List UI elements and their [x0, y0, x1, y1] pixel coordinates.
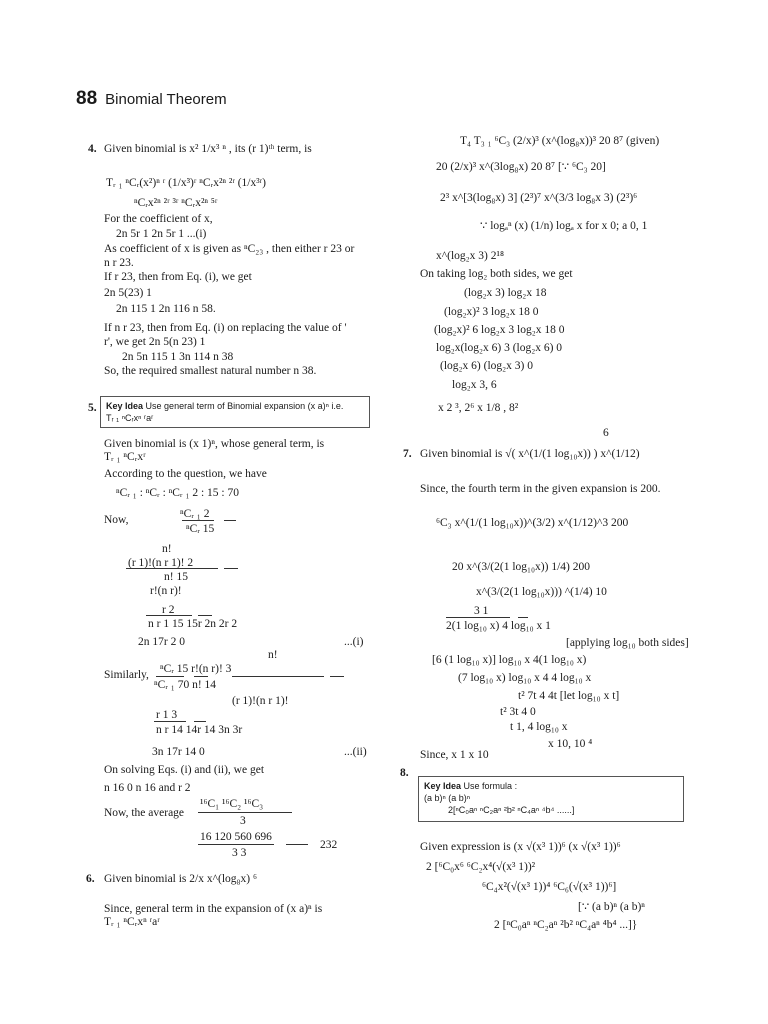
text-line: ⁿCᵣ ₁ 70 n! 14 [154, 679, 217, 691]
text-line: log₂x 3, 6 [452, 379, 497, 391]
text-line: ¹⁶C₁ ¹⁶C₂ ¹⁶C₃ [200, 798, 264, 810]
chapter-title: Binomial Theorem [105, 91, 227, 108]
text-line: r', we get 2n 5(n 23) 1 [104, 336, 206, 348]
fraction-bar [232, 676, 324, 677]
text-line: 3 1 [474, 605, 489, 617]
fraction-bar [154, 721, 186, 722]
text-line: According to the question, we have [104, 468, 267, 480]
text-line: Now, the average [104, 807, 185, 819]
text-line: r!(n r)! [150, 585, 182, 597]
fraction-bar [518, 617, 528, 618]
text-line: (r 1)!(n r 1)! [232, 695, 289, 707]
text-line: 3 [240, 815, 246, 827]
text-line: t² 3t 4 0 [500, 706, 536, 718]
text-line: n r 1 15 15r 2n 2r 2 [148, 618, 238, 630]
key-idea-formula-2: 2[ⁿC₀aⁿ ⁿC₂aⁿ ²b² ⁿC₄aⁿ ⁴b⁴ ......] [448, 805, 575, 815]
text-line: ...(i) [344, 636, 364, 648]
key-idea-box-8 [418, 776, 684, 822]
question-number: 8. [400, 767, 409, 779]
text-line: ⁿCᵣ 15 [186, 523, 215, 535]
text-line: Tᵣ ₁ ⁿCᵣxʳ [104, 451, 146, 463]
text-line: 6 [603, 427, 609, 439]
text-line: Given binomial is x² 1/x³ ⁿ , its (r 1)ᵗʰ term, is [104, 143, 312, 155]
text-line: Since, general term in the expansion of (x a)ⁿ is [104, 903, 323, 915]
text-line: [∵ (a b)ⁿ (a b)ⁿ [578, 901, 645, 913]
text-line: Given binomial is √( x^(1/(1 log₁₀x)) ) x^(1/12) [420, 448, 640, 460]
text-line: As coefficient of x is given as ⁿC₂₃ , then either r 23 or [104, 243, 355, 255]
page-header [76, 88, 227, 114]
question-number: 5. [88, 402, 97, 414]
text-line: log₂x(log₂x 6) 3 (log₂x 6) 0 [436, 342, 563, 354]
fraction-bar [198, 615, 212, 616]
text-line: Tᵣ ₁ ⁿCᵣ(x²)ⁿ ʳ (1/x³)ʳ ⁿCᵣx²ⁿ ²ʳ (1/x³ʳ) [106, 177, 267, 189]
text-line: Since, x 1 x 10 [420, 749, 489, 761]
text-line: For the coefficient of x, [104, 213, 213, 225]
text-line: 2n 5(23) 1 [104, 287, 152, 299]
text-line: ⁶C₃ x^(1/(1 log₁₀x))^(3/2) x^(1/12)^3 200 [436, 517, 629, 529]
text-line: 20 (2/x)³ x^(3log₈x) 20 8⁷ [∵ ⁶C₃ 20] [436, 161, 606, 173]
fraction-bar [194, 676, 208, 677]
text-line: T₄ T₃ ₁ ⁶C₃ (2/x)³ (x^(log₈x))³ 20 8⁷ (given) [460, 135, 660, 147]
text-line: 2n 115 1 2n 116 n 58. [116, 303, 216, 315]
text-line: Given binomial is (x 1)ⁿ, whose general term, is [104, 438, 325, 450]
key-idea-formula: Tᵣ ₁ ⁿCᵣxⁿ ʳaʳ [106, 413, 154, 423]
text-line: Given binomial is 2/x x^(log₈x) ⁶ [104, 873, 257, 885]
text-line: 3 3 [232, 847, 247, 859]
question-number: 4. [88, 143, 97, 155]
text-line: Tᵣ ₁ ⁿCᵣxⁿ ʳaʳ [104, 916, 160, 928]
text-line: 2(1 log₁₀ x) 4 log₁₀ x 1 [446, 620, 551, 632]
text-line: n r 23. [104, 257, 134, 269]
text-line: Now, [104, 514, 129, 526]
text-line: 2n 5r 1 2n 5r 1 ...(i) [116, 228, 207, 240]
text-line: 2 [⁶C₀x⁶ ⁶C₂x⁴(√(x³ 1))² [426, 861, 536, 873]
text-line: x 10, 10 ⁴ [548, 738, 593, 750]
question-number: 6. [86, 873, 95, 885]
fraction-bar [146, 615, 192, 616]
text-line: [6 (1 log₁₀ x)] log₁₀ x 4(1 log₁₀ x) [432, 654, 587, 666]
text-line: x 2 ³, 2⁶ x 1/8 , 8² [438, 402, 519, 414]
key-idea-label: Key Idea [106, 401, 144, 411]
fraction-bar [224, 520, 236, 521]
fraction-bar [286, 844, 308, 845]
text-line: Given expression is (x √(x³ 1))⁶ (x √(x³ 1))⁶ [420, 841, 621, 853]
fraction-bar [126, 568, 218, 569]
fraction-bar [194, 721, 206, 722]
text-line: t 1, 4 log₁₀ x [510, 721, 568, 733]
key-idea-text: Use general term of Binomial expansion (x a)ⁿ i.e. [145, 401, 344, 411]
key-idea-box-5 [100, 396, 370, 428]
text-line: Similarly, [104, 669, 149, 681]
fraction-bar [198, 812, 292, 813]
text-line: n r 14 14r 14 3n 3r [156, 724, 243, 736]
text-line: t² 7t 4 4t [let log₁₀ x t] [518, 690, 620, 702]
text-line: 2n 5n 115 1 3n 114 n 38 [122, 351, 234, 363]
text-line: n! [268, 649, 278, 661]
text-line: ⁿCᵣ ₁ : ⁿCᵣ : ⁿCᵣ ₁ 2 : 15 : 70 [116, 487, 239, 499]
text-line: 232 [320, 839, 338, 851]
text-line: r 2 [162, 604, 175, 616]
text-line: On solving Eqs. (i) and (ii), we get [104, 764, 265, 776]
text-line: ⁿCᵣx²ⁿ ²ʳ ³ʳ ⁿCᵣx²ⁿ ⁵ʳ [134, 197, 218, 209]
fraction-bar [182, 520, 214, 521]
text-line: ...(ii) [344, 746, 367, 758]
text-line: 2n 17r 2 0 [138, 636, 185, 648]
text-line: (log₂x)² 6 log₂x 3 log₂x 18 0 [434, 324, 565, 336]
key-idea-label: Key Idea [424, 781, 462, 791]
text-line: ⁶C₄x²(√(x³ 1))⁴ ⁶C₆(√(x³ 1))⁶] [482, 881, 617, 893]
text-line: 2³ x^[3(log₈x) 3] (2³)⁷ x^(3/3 log₈x 3) (2³)⁶ [440, 192, 638, 204]
text-line: (r 1)!(n r 1)! 2 [128, 557, 194, 569]
text-line: ⁿCᵣ 15 r!(n r)! 3 [160, 663, 232, 675]
text-line: x^(log₂x 3) 2¹⁸ [436, 250, 504, 262]
fraction-bar [330, 676, 344, 677]
text-line: (log₂x 6) (log₂x 3) 0 [440, 360, 533, 372]
text-line: ∵ logₐⁿ (x) (1/n) logₐ x for x 0; a 0, 1 [480, 220, 648, 232]
fraction-bar [224, 568, 238, 569]
text-line: Since, the fourth term in the given expansion is 200. [420, 483, 661, 495]
page-number: 88 [76, 88, 98, 109]
text-line: On taking log₂ both sides, we get [420, 268, 573, 280]
text-line: 20 x^(3/(2(1 log₁₀x)) 1/4) 200 [452, 561, 590, 573]
fraction-bar [156, 676, 184, 677]
text-line: (7 log₁₀ x) log₁₀ x 4 4 log₁₀ x [458, 672, 592, 684]
text-line: r 1 3 [156, 709, 178, 721]
fraction-bar [446, 617, 510, 618]
question-number: 7. [403, 448, 412, 460]
fraction-bar [198, 844, 274, 845]
text-line: So, the required smallest natural number n 38. [104, 365, 317, 377]
text-line: n! [162, 543, 172, 555]
text-line: 3n 17r 14 0 [152, 746, 205, 758]
key-idea-text: Use formula : [463, 781, 518, 791]
text-line: n 16 0 n 16 and r 2 [104, 782, 191, 794]
key-idea-formula-1: (a b)ⁿ (a b)ⁿ [424, 793, 471, 803]
text-line: ⁿCᵣ ₁ 2 [180, 508, 210, 520]
text-line: If n r 23, then from Eq. (i) on replacing the value of ' [104, 322, 347, 334]
text-line: 2 [ⁿC₀aⁿ ⁿC₂aⁿ ²b² ⁿC₄aⁿ ⁴b⁴ ...]} [494, 919, 638, 931]
text-line: 16 120 560 696 [200, 831, 272, 843]
text-line: x^(3/(2(1 log₁₀x))) ^(1/4) 10 [476, 586, 607, 598]
text-line: If r 23, then from Eq. (i), we get [104, 271, 252, 283]
text-line: [applying log₁₀ both sides] [566, 637, 689, 649]
text-line: (log₂x 3) log₂x 18 [464, 287, 547, 299]
text-line: n! 15 [164, 571, 188, 583]
text-line: (log₂x)² 3 log₂x 18 0 [444, 306, 539, 318]
